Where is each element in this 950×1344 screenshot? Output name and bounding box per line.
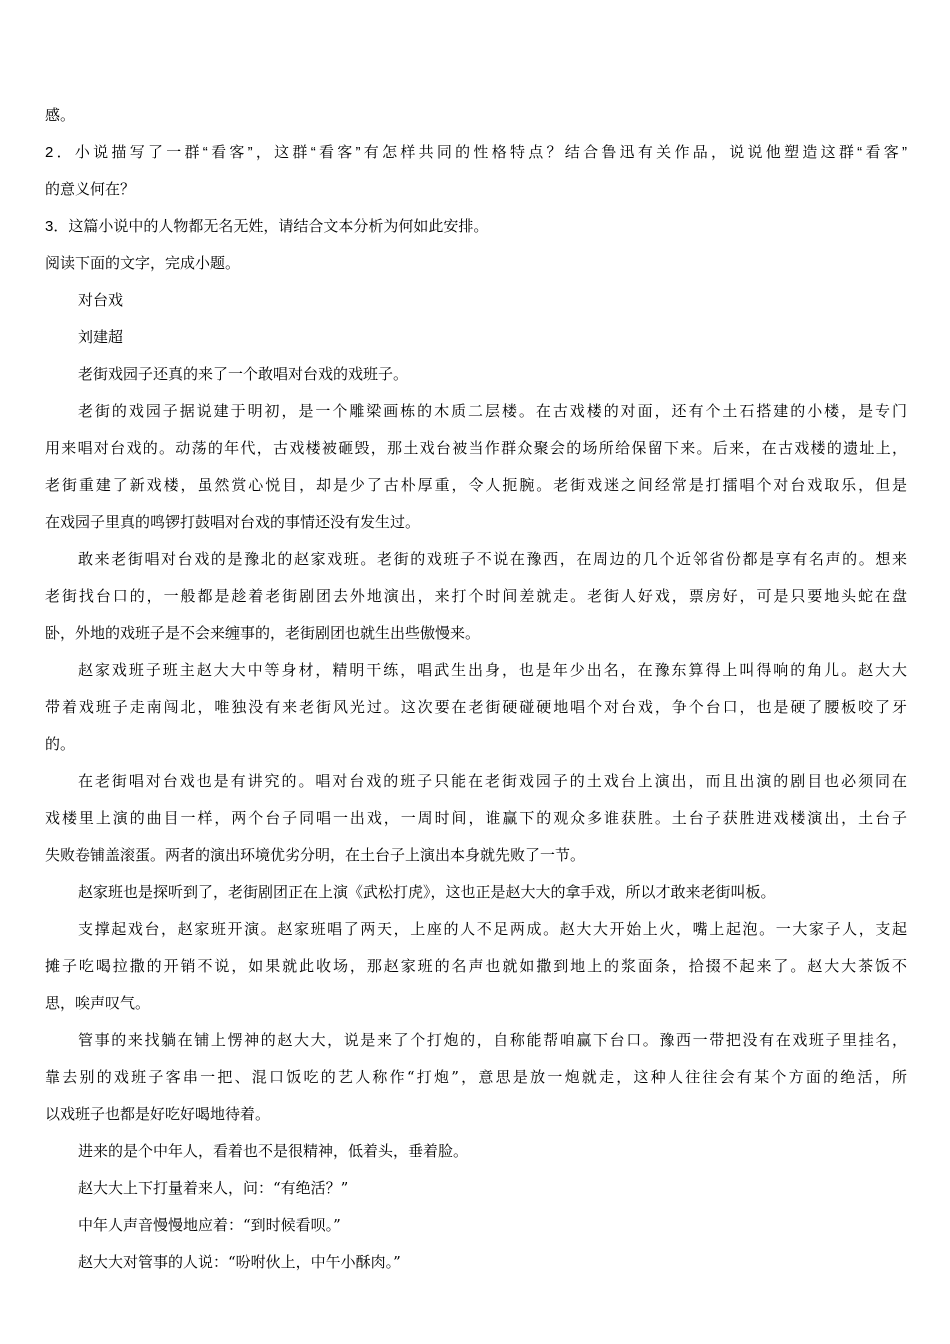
paragraph-line: 卧，外地的戏班子是不会来缠事的，老街剧团也就生出些傲慢来。	[45, 624, 481, 642]
paragraph-line: 老街重建了新戏楼，虽然赏心悦目，却是少了古朴厚重，令人扼腕。老街戏迷之间经常是打擂唱个对台戏取乐，但是	[45, 476, 907, 494]
paragraph-line: 赵家戏班子班主赵大大中等身材，精明干练，唱武生出身，也是年少出名，在豫东算得上叫得响的角儿。赵大大	[78, 661, 907, 679]
document-page	[45, 97, 907, 1281]
paragraph-line: 以戏班子也都是好吃好喝地待着。	[45, 1105, 271, 1123]
paragraph-line: 带着戏班子走南闯北，唯独没有来老街风光过。这次要在老街硬碰硬地唱个对台戏，争个台口，也是硬了腰板咬了牙	[45, 698, 907, 716]
paragraph-line: 在老街唱对台戏也是有讲究的。唱对台戏的班子只能在老街戏园子的土戏台上演出，而且出演的剧目也必须同在	[78, 772, 907, 790]
reading-instruction: 阅读下面的文字，完成小题。	[45, 254, 241, 272]
paragraph-line: 敢来老街唱对台戏的是豫北的赵家戏班。老街的戏班子不说在豫西，在周边的几个近邻省份都是享有名声的。想来	[78, 550, 907, 568]
dialogue-line: 赵大大对管事的人说：“吩咐伙上，中午小酥肉。”	[78, 1253, 401, 1271]
dialogue-line: 赵大大上下打量着来人，问：“有绝活？”	[78, 1179, 349, 1197]
question-3: 3．这篇小说中的人物都无名无姓，请结合文本分析为何如此安排。	[45, 218, 489, 235]
dialogue-line: 中年人声音慢慢地应着：“到时候看呗。”	[78, 1216, 341, 1234]
paragraph-line: 老街戏园子还真的来了一个敢唱对台戏的戏班子。	[78, 365, 409, 383]
question-2-line-1: 2．小说描写了一群“看客”，这群“看客”有怎样共同的性格特点？结合鲁迅有关作品，说说他塑造这群“看客”	[45, 144, 907, 161]
paragraph-line: 用来唱对台戏的。动荡的年代，古戏楼被砸毁，那土戏台被当作群众聚会的场所给保留下来。后来，在古戏楼的遗址上，	[45, 439, 907, 457]
paragraph-line: 的。	[45, 735, 76, 753]
paragraph-line: 赵家班也是探听到了，老街剧团正在上演《武松打虎》，这也正是赵大大的拿手戏，所以才敢来老街叫板。	[78, 883, 776, 901]
question-2-line-2: 的意义何在？	[45, 180, 136, 198]
story-author: 刘建超	[78, 328, 124, 346]
paragraph-line: 在戏园子里真的鸣锣打鼓唱对台戏的事情还没有发生过。	[45, 513, 421, 531]
paragraph-line: 支撑起戏台，赵家班开演。赵家班唱了两天，上座的人不足两成。赵大大开始上火，嘴上起泡。一大家子人，支起	[78, 920, 907, 938]
paragraph-line: 老街的戏园子据说建于明初，是一个雕梁画栋的木质二层楼。在古戏楼的对面，还有个土石搭建的小楼，是专门	[78, 402, 907, 420]
paragraph-line: 管事的来找躺在铺上愣神的赵大大，说是来了个打炮的，自称能帮咱赢下台口。豫西一带把没有在戏班子里挂名，	[78, 1031, 907, 1049]
paragraph-line: 老街找台口的，一般都是趁着老街剧团去外地演出，来打个时间差就走。老街人好戏，票房好，可是只要地头蛇在盘	[45, 587, 907, 605]
paragraph-line: 进来的是个中年人，看着也不是很精神，低着头，垂着脸。	[78, 1142, 469, 1160]
story-title: 对台戏	[78, 291, 124, 309]
paragraph-line: 摊子吃喝拉撒的开销不说，如果就此收场，那赵家班的名声也就如撒到地上的浆面条，拾掇不起来了。赵大大茶饭不	[45, 957, 907, 975]
paragraph-line: 失败卷铺盖滚蛋。两者的演出环境优劣分明，在土台子上演出本身就先败了一节。	[45, 846, 586, 864]
paragraph-line: 戏楼里上演的曲目一样，两个台子同唱一出戏，一周时间，谁赢下的观众多谁获胜。土台子获胜进戏楼演出，土台子	[45, 809, 907, 827]
text-line: 感。	[45, 106, 76, 124]
paragraph-line: 思，唉声叹气。	[45, 994, 151, 1012]
paragraph-line: 靠去别的戏班子客串一把、混口饭吃的艺人称作“打炮”，意思是放一炮就走，这种人往往会有某个方面的绝活，所	[45, 1068, 907, 1086]
